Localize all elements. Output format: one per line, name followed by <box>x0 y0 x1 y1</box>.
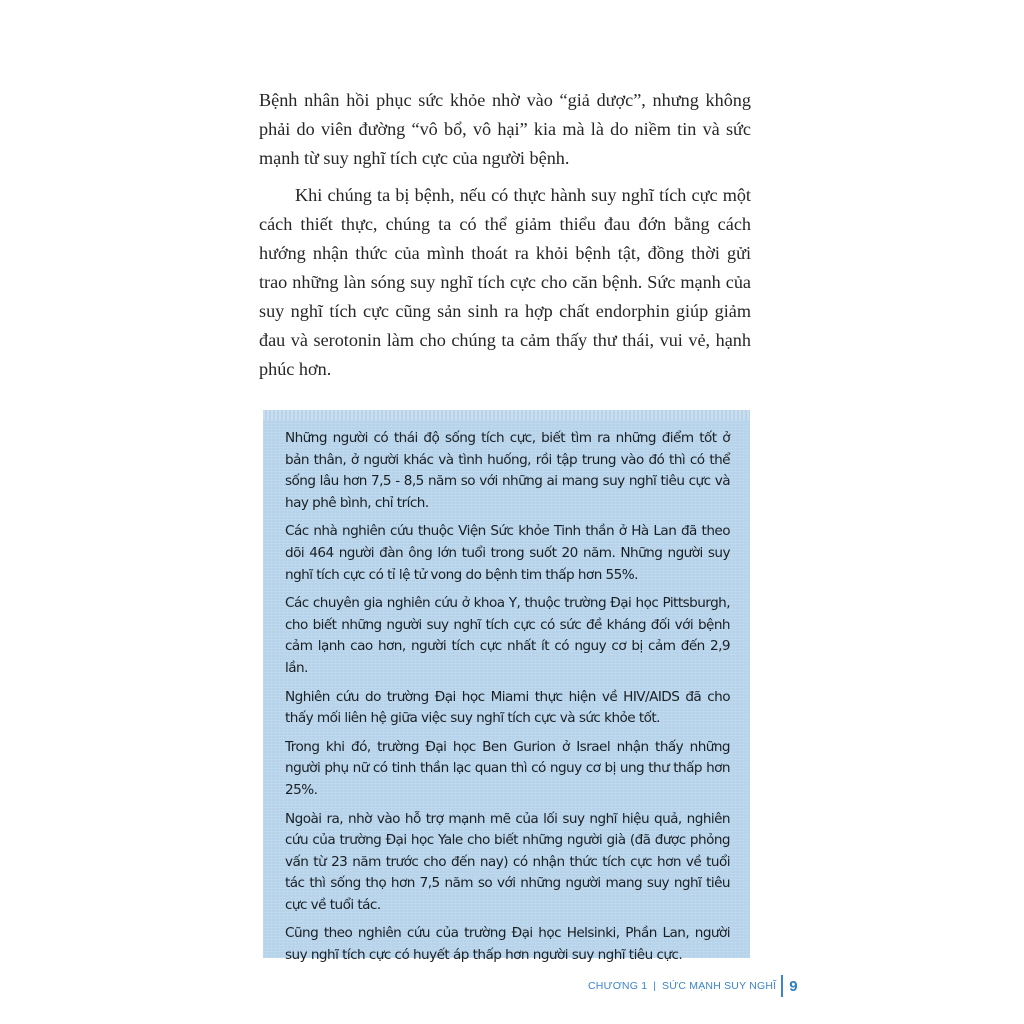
fact-miami: Nghiên cứu do trường Đại học Miami thực hiện về HIV/AIDS đã cho thấy mối liên hệ giữa việc suy nghĩ tích cực và sức khỏe tốt. <box>285 688 730 727</box>
fact-netherlands: Các nhà nghiên cứu thuộc Viện Sức khỏe Tinh thần ở Hà Lan đã theo dõi 464 người đàn ông lớn tuổi trong suốt 20 năm. Những người suy nghĩ tích cực có tỉ lệ tử vong do bệnh tim thấp hơn 55%. <box>285 523 730 583</box>
paragraph-illness: Khi chúng ta bị bệnh, nếu có thực hành suy nghĩ tích cực một cách thiết thực, chúng ta có thể giảm thiểu đau đớn bằng cách hướng nhận thức của mình thoát ra khỏi bệnh tật, đồng thời gửi trao những làn sóng suy nghĩ tích cực cho căn bệnh. Sức mạnh của suy nghĩ tích cực cũng sản sinh ra hợp chất endorphin giúp giảm đau và serotonin làm cho chúng ta cảm thấy thư thái, vui vẻ, hạnh phúc hơn. <box>259 185 751 379</box>
fact-ben-gurion: Trong khi đó, trường Đại học Ben Gurion ở Israel nhận thấy những người phụ nữ có tinh thần lạc quan thì có nguy cơ bị ung thư thấp hơn 25%. <box>285 738 730 798</box>
fact-pittsburgh: Các chuyên gia nghiên cứu ở khoa Y, thuộc trường Đại học Pittsburgh, cho biết những người suy nghĩ tích cực có sức đề kháng đối với bệnh cảm lạnh cao hơn, người tích cực nhất ít có nguy cơ bị cảm đến 2,9 lần. <box>285 595 730 676</box>
research-facts-box <box>263 410 750 964</box>
fact-yale: Ngoài ra, nhờ vào hỗ trợ mạnh mẽ của lối suy nghĩ hiệu quả, nghiên cứu của trường Đại học Yale cho biết những người già (đã được phỏng vấn từ 23 năm trước cho đến nay) có nhận thức tích cực hơn về tuổi tác thì sống thọ hơn 7,5 năm so với những người mang suy nghĩ tiêu cực về tuổi tác. <box>285 810 730 913</box>
fact-lifespan: Những người có thái độ sống tích cực, biết tìm ra những điểm tốt ở bản thân, ở người khác và tình huống, rồi tập trung vào đó thì có thể sống lâu hơn 7,5 - 8,5 năm so với những ai mang suy nghĩ tiêu cực và hay phê bình, chỉ trích. <box>285 430 730 511</box>
page-number: 9 <box>789 977 798 995</box>
paragraph-placebo: Bệnh nhân hồi phục sức khỏe nhờ vào “giả dược”, nhưng không phải do viên đường “vô bổ, vô hại” kia mà là do niềm tin và sức mạnh từ suy nghĩ tích cực của người bệnh. <box>259 90 751 168</box>
chapter-title: SỨC MẠNH SUY NGHĨ <box>661 980 777 992</box>
main-text <box>259 86 751 384</box>
chapter-label: CHƯƠNG 1 <box>588 980 648 992</box>
footer-divider-bar <box>781 975 783 997</box>
fact-helsinki: Cũng theo nghiên cứu của trường Đại học Helsinki, Phần Lan, người suy nghĩ tích cực có huyết áp thấp hơn người suy nghĩ tiêu cực. <box>285 925 730 964</box>
footer-separator: | <box>653 980 656 992</box>
page-footer <box>588 975 798 997</box>
